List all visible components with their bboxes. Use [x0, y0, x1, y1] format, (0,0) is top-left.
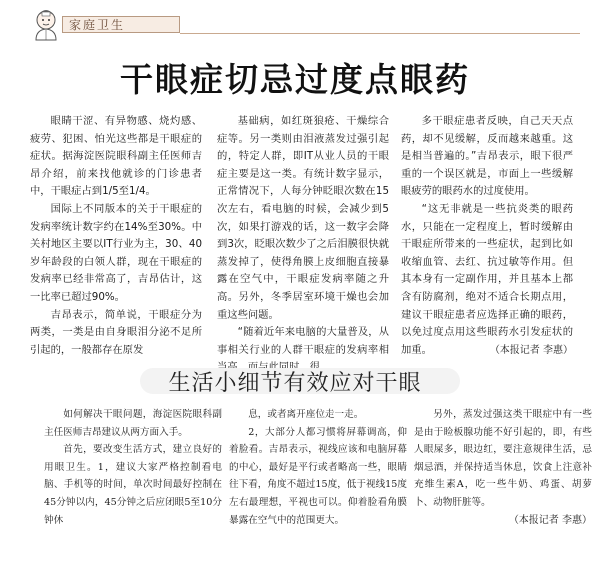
paragraph: 吉昂表示，简单说，干眼症分为两类，一类是由自身眼泪分泌不足所引起的，一般都存在原发 [30, 308, 202, 356]
paragraph: 多干眼症患者反映，自己天天点药，却不见缓解，反而越来越重。这是相当普遍的。”吉昂表示，眼下很严重的一个误区就是，市面上一些缓解眼疲劳的眼药水的过度使用。 [401, 115, 573, 198]
paragraph: 另外，蒸发过强这类干眼症中有一些是由于睑板腺功能不好引起的，即，有些人眼屎多，眼边红，要注意规律生活，忌烟忌酒，并保持适当休息，饮食上注意补充维生素A，吃一些牛奶、鸡蛋、胡萝卜、动物肝脏等。 [414, 409, 592, 508]
section-title: 生活小细节有效应对干眼 [168, 371, 422, 396]
paragraph-text: “这无非就是一些抗炎类的眼药水，只能在一定程度上，暂时缓解由干眼症所带来的一些症状，起到比如收缩血管、去红、抗过敏等作用。但其本身有一定副作用，并且基本上都含有防腐剂，绝对不适合长期点用，建议干眼症患者应选择正确的眼药，以免过度点用这些眼药水引发症状的加重。 [401, 202, 573, 356]
article-column-1 [30, 113, 202, 356]
paragraph: 息，或者离开座位走一走。 [248, 409, 364, 420]
section-column-3 [414, 406, 592, 568]
paragraph: 国际上不同版本的关于干眼症的发病率统计数字约在14%至30%。中关村地区主要以IT行业为主，30、40岁年龄段的白领人群，现在干眼症的发病率已经非常高了，吉昂估计，这一比率已超过90%。 [30, 202, 202, 303]
section-banner [0, 364, 590, 398]
paragraph: 如何解决干眼问题，海淀医院眼科副主任医师吉昂建议从两方面入手。 [44, 409, 222, 438]
header-divider [180, 33, 580, 34]
doctor-mascot-icon [28, 6, 64, 42]
paragraph: 2，大部分人都习惯将屏幕调高，仰着脸看。吉昂表示，视线应该和电脑屏幕的中心，最好是平行或者略高一些，眼睛往下看，角度不超过15度，低于视线15度左右最理想，平视也可以。仰着脸看角膜暴露在空气中的范围更大。 [229, 426, 407, 526]
paragraph: 首先，要改变生活方式，建立良好的用眼卫生。1，建议大家严格控制看电脑、手机等的时间，单次时间最好控制在45分钟以内，45分钟之后应闭眼5至10分钟休 [44, 444, 222, 526]
section-column-1 [44, 406, 222, 568]
paragraph [401, 201, 573, 359]
article-body [0, 113, 590, 356]
paragraph: “随着近年来电脑的大量普及，从事相关行业的人群干眼症的发病率相 [217, 326, 389, 356]
article-title: 干眼症切忌过度点眼药 [120, 60, 470, 99]
reporter-signature: （本报记者 李惠） [508, 514, 592, 526]
section-column-2 [229, 406, 407, 568]
paragraph: 基础病，如红斑狼疮、干燥综合症等。另一类则由泪液蒸发过强引起的，特定人群，即IT从业人员的干眼症主要是这一类。有统计数字显示，正常情况下，人每分钟眨眼次数在15次左右，看电脑的时候，会减少到5次，如果打游戏的话，这一数字会降到3次，眨眼次数少了之后泪膜很快就蒸发掉了，使得角膜上皮细胞直接暴露在空气中，干眼症发病率随之升高。另外，冬季居室环境干燥也会加重这些问题。 [217, 115, 389, 321]
section-body [0, 406, 590, 566]
paragraph: 眼睛干涩、有异物感、烧灼感、疲劳、犯困、怕光这些都是干眼症的症状。据海淀医院眼科副主任医师吉昂介绍，前来找他就诊的门诊患者中，干眼症占到1/5至1/4。 [30, 115, 202, 198]
article-column-3 [401, 113, 573, 356]
article-column-2 [217, 113, 389, 356]
reporter-signature: （本报记者 李惠） [489, 344, 573, 356]
column-tag: 家庭卫生 [62, 16, 180, 33]
